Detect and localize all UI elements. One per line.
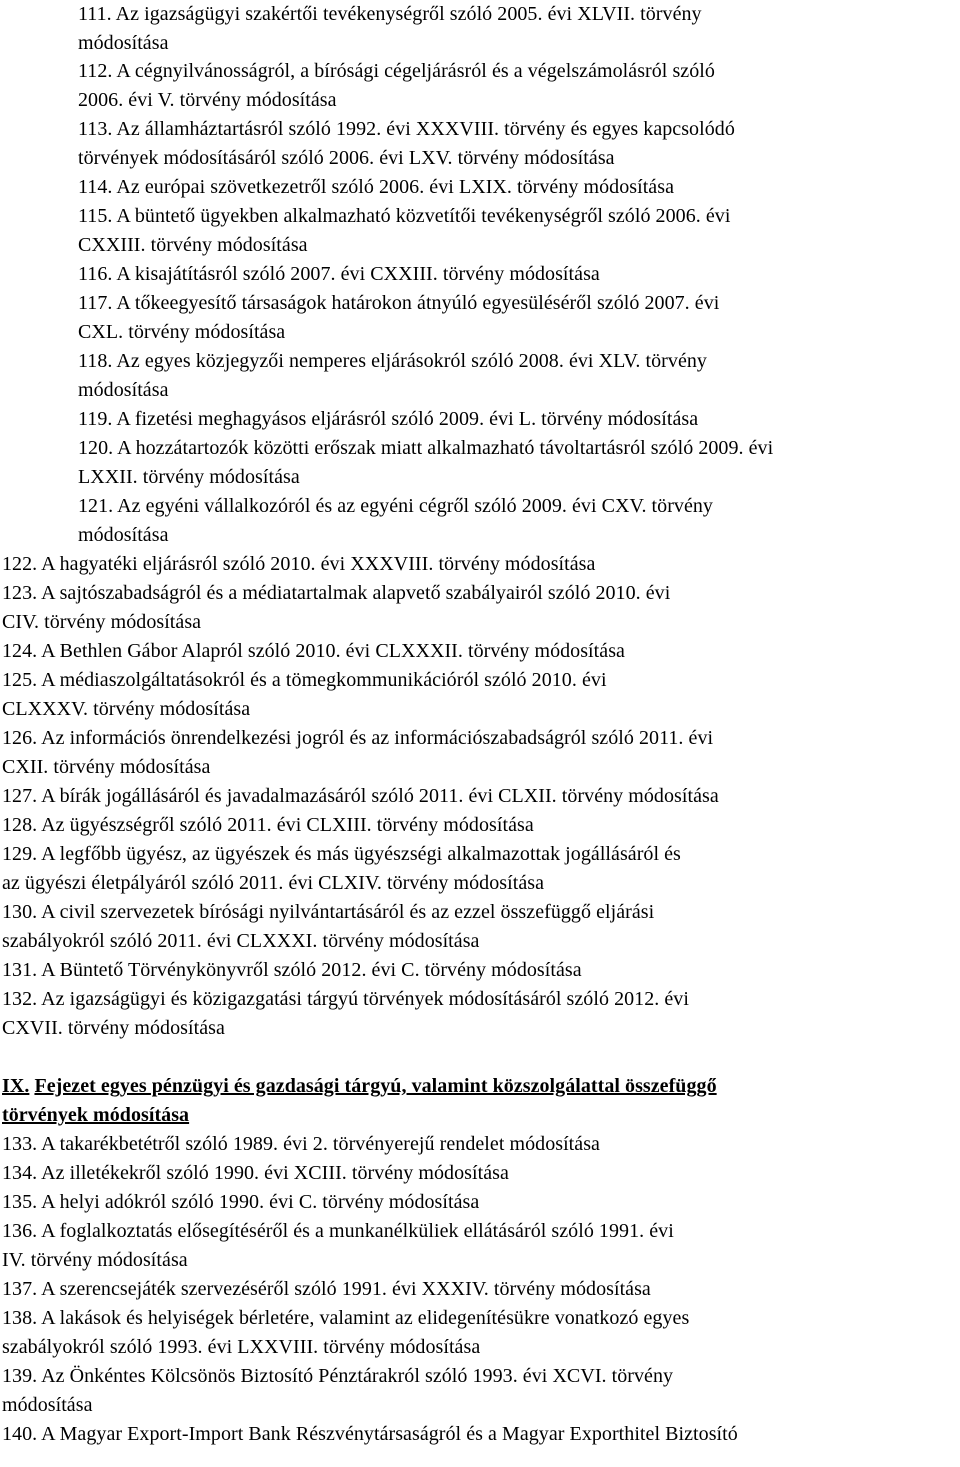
list-item-116: 116. A kisajátításról szóló 2007. évi CXXIII. törvény módosítása (78, 263, 600, 285)
list-item-117-line-1: 117. A tőkeegyesítő társaságok határokon átnyúló egyesüléséről szóló 2007. évi (78, 292, 720, 314)
list-item-112-line-1: 112. A cégnyilvánosságról, a bírósági cégeljárásról és a végelszámolásról szóló (78, 60, 715, 82)
section-heading-text-2: törvények módosítása (2, 1104, 190, 1126)
list-item-115-line-2: CXXIII. törvény módosítása (78, 234, 308, 256)
list-item-123-line-1: 123. A sajtószabadságról és a médiatartalmak alapvető szabályairól szóló 2010. évi (2, 582, 671, 604)
list-item-118-line-1: 118. Az egyes közjegyzői nemperes eljárásokról szóló 2008. évi XLV. törvény (78, 350, 707, 372)
list-item-129-line-2: az ügyészi életpályáról szóló 2011. évi CLXIV. törvény módosítása (2, 872, 545, 894)
section-heading-line-2 (2, 1103, 189, 1127)
list-item-114: 114. Az európai szövetkezetről szóló 2006. évi LXIX. törvény módosítása (78, 176, 674, 198)
list-item-130-line-2: szabályokról szóló 2011. évi CLXXXI. törvény módosítása (2, 930, 480, 952)
list-item-121-line-2: módosítása (78, 524, 169, 546)
list-item-135: 135. A helyi adókról szóló 1990. évi C. törvény módosítása (2, 1191, 480, 1213)
section-heading-text: Fejezet egyes pénzügyi és gazdasági tárgyú, valamint közszolgálattal összefüggő (34, 1075, 717, 1097)
section-heading (2, 1074, 717, 1098)
list-item-128: 128. Az ügyészségről szóló 2011. évi CLXIII. törvény módosítása (2, 814, 534, 836)
list-item-126-line-1: 126. Az információs önrendelkezési jogról és az információszabadságról szóló 2011. évi (2, 727, 714, 749)
list-item-122: 122. A hagyatéki eljárásról szóló 2010. évi XXXVIII. törvény módosítása (2, 553, 596, 575)
list-item-136-line-1: 136. A foglalkoztatás elősegítéséről és a munkanélküliek ellátásáról szóló 1991. évi (2, 1220, 674, 1242)
list-item-133: 133. A takarékbetétről szóló 1989. évi 2. törvényerejű rendelet módosítása (2, 1133, 600, 1155)
list-item-126-line-2: CXII. törvény módosítása (2, 756, 211, 778)
list-item-138-line-2: szabályokról szóló 1993. évi LXXVIII. törvény módosítása (2, 1336, 481, 1358)
list-item-111-line-1: 111. Az igazságügyi szakértői tevékenységről szóló 2005. évi XLVII. törvény (78, 3, 702, 25)
list-item-139-line-1: 139. Az Önkéntes Kölcsönös Biztosító Pénztárakról szóló 1993. évi XCVI. törvény (2, 1365, 674, 1387)
list-item-125-line-1: 125. A médiaszolgáltatásokról és a tömegkommunikációról szóló 2010. évi (2, 669, 607, 691)
list-item-119: 119. A fizetési meghagyásos eljárásról szóló 2009. évi L. törvény módosítása (78, 408, 699, 430)
list-item-120-line-1: 120. A hozzátartozók közötti erőszak miatt alkalmazható távoltartásról szóló 2009. évi (78, 437, 774, 459)
list-item-123-line-2: CIV. törvény módosítása (2, 611, 202, 633)
list-item-117-line-2: CXL. törvény módosítása (78, 321, 286, 343)
section-heading-numeral: IX. (2, 1075, 30, 1097)
list-item-130-line-1: 130. A civil szervezetek bírósági nyilvántartásáról és az ezzel összefüggő eljárási (2, 901, 655, 923)
list-item-121-line-1: 121. Az egyéni vállalkozóról és az egyéni cégről szóló 2009. évi CXV. törvény (78, 495, 713, 517)
list-item-136-line-2: IV. törvény módosítása (2, 1249, 188, 1271)
list-item-129-line-1: 129. A legfőbb ügyész, az ügyészek és más ügyészségi alkalmazottak jogállásáról és (2, 843, 681, 865)
list-item-132-line-2: CXVII. törvény módosítása (2, 1017, 225, 1039)
list-item-120-line-2: LXXII. törvény módosítása (78, 466, 300, 488)
list-item-127: 127. A bírák jogállásáról és javadalmazásáról szóló 2011. évi CLXII. törvény módosítása (2, 785, 719, 807)
list-item-111-line-2: módosítása (78, 32, 169, 54)
list-item-139-line-2: módosítása (2, 1394, 93, 1416)
list-item-115-line-1: 115. A büntető ügyekben alkalmazható közvetítői tevékenységről szóló 2006. évi (78, 205, 731, 227)
list-item-131: 131. A Büntető Törvénykönyvről szóló 2012. évi C. törvény módosítása (2, 959, 582, 981)
list-item-125-line-2: CLXXXV. törvény módosítása (2, 698, 251, 720)
list-item-124: 124. A Bethlen Gábor Alapról szóló 2010. évi CLXXXII. törvény módosítása (2, 640, 625, 662)
list-item-138-line-1: 138. A lakások és helyiségek bérletére, valamint az elidegenítésükre vonatkozó egyes (2, 1307, 690, 1329)
list-item-132-line-1: 132. Az igazságügyi és közigazgatási tárgyú törvények módosításáról szóló 2012. évi (2, 988, 689, 1010)
list-item-137: 137. A szerencsejáték szervezéséről szóló 1991. évi XXXIV. törvény módosítása (2, 1278, 651, 1300)
list-item-140-line-1: 140. A Magyar Export-Import Bank Részvénytársaságról és a Magyar Exporthitel Biztosító (2, 1423, 738, 1445)
list-item-112-line-2: 2006. évi V. törvény módosítása (78, 89, 337, 111)
list-item-134: 134. Az illetékekről szóló 1990. évi XCIII. törvény módosítása (2, 1162, 509, 1184)
list-item-118-line-2: módosítása (78, 379, 169, 401)
list-item-113-line-1: 113. Az államháztartásról szóló 1992. évi XXXVIII. törvény és egyes kapcsolódó (78, 118, 735, 140)
list-item-113-line-2: törvények módosításáról szóló 2006. évi LXV. törvény módosítása (78, 147, 615, 169)
